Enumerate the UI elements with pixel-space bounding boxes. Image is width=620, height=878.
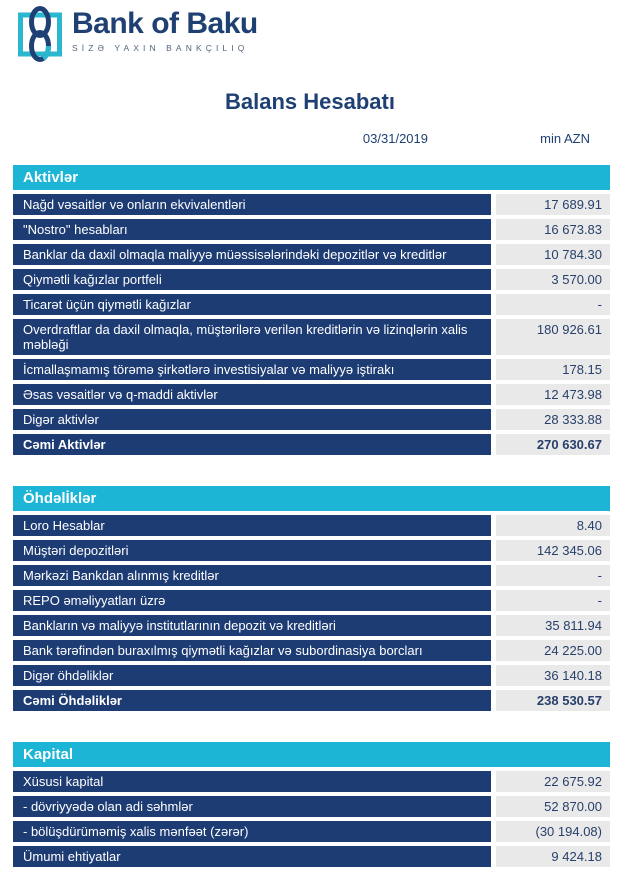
row-label: Digər aktivlər — [13, 409, 491, 430]
row-value: 238 530.57 — [496, 690, 610, 711]
row-label: Əsas vəsaitlər və q-maddi aktivlər — [13, 384, 491, 405]
row-value: 12 473.98 — [496, 384, 610, 405]
row-value: 52 870.00 — [496, 796, 610, 817]
table-row — [13, 319, 610, 355]
row-label: Digər öhdəliklər — [13, 665, 491, 686]
row-label: "Nostro" hesabları — [13, 219, 491, 240]
row-value: 35 811.94 — [496, 615, 610, 636]
table-row — [13, 821, 610, 842]
row-value: 9 424.18 — [496, 846, 610, 867]
row-label: Nağd vəsaitlər və onların ekvivalentləri — [13, 194, 491, 215]
table-row — [13, 269, 610, 290]
row-label: Cəmi Öhdəliklər — [13, 690, 491, 711]
report-meta — [0, 131, 620, 146]
row-label: - bölüşdürüməmiş xalis mənfəət (zərər) — [13, 821, 491, 842]
section-assets — [13, 165, 610, 455]
table-row — [13, 294, 610, 315]
table-row-total-assets — [13, 434, 610, 455]
row-label: - dövriyyədə olan adi səhmlər — [13, 796, 491, 817]
table-row — [13, 590, 610, 611]
section-capital — [13, 742, 610, 867]
row-label: REPO əməliyyatları üzrə — [13, 590, 491, 611]
table-row — [13, 796, 610, 817]
row-value: (30 194.08) — [496, 821, 610, 842]
section-header-liabilities: Öhdəlİklər — [13, 486, 610, 511]
row-value: 10 784.30 — [496, 244, 610, 265]
row-value: 8.40 — [496, 515, 610, 536]
row-label: Loro Hesablar — [13, 515, 491, 536]
currency-unit: min AZN — [540, 131, 590, 146]
row-label: Xüsusi kapital — [13, 771, 491, 792]
row-label: Bankların və maliyyə institutlarının depozit və kreditləri — [13, 615, 491, 636]
bank-logo-text — [72, 5, 258, 53]
table-row — [13, 194, 610, 215]
table-row — [13, 640, 610, 661]
table-row — [13, 384, 610, 405]
table-row-total-liabilities — [13, 690, 610, 711]
report-date: 03/31/2019 — [362, 131, 428, 146]
section-liabilities — [13, 486, 610, 711]
bank-logo-wordmark: Bank of Baku — [72, 7, 258, 40]
section-header-capital: Kapital — [13, 742, 610, 767]
table-row — [13, 615, 610, 636]
row-value: 270 630.67 — [496, 434, 610, 455]
bank-logo — [0, 0, 620, 62]
table-row — [13, 244, 610, 265]
table-row — [13, 409, 610, 430]
table-row — [13, 219, 610, 240]
row-label: Bank tərəfindən buraxılmış qiymətli kağızlar və subordinasiya borcları — [13, 640, 491, 661]
row-value: 16 673.83 — [496, 219, 610, 240]
row-label: Ümumi ehtiyatlar — [13, 846, 491, 867]
row-label: Ticarət üçün qiymətli kağızlar — [13, 294, 491, 315]
row-label: İcmallaşmamış törəmə şirkətlərə investisiyalar və maliyyə iştirakı — [13, 359, 491, 380]
row-label: Cəmi Aktivlər — [13, 434, 491, 455]
row-value: 22 675.92 — [496, 771, 610, 792]
row-label: Mərkəzi Bankdan alınmış kreditlər — [13, 565, 491, 586]
row-value: 17 689.91 — [496, 194, 610, 215]
row-label: Overdraftlar da daxil olmaqla, müştərilərə verilən kreditlərin və lizinqlərin xalis məbləği — [13, 319, 491, 355]
row-value: 142 345.06 — [496, 540, 610, 561]
section-header-assets: Aktivlər — [13, 165, 610, 190]
table-row — [13, 515, 610, 536]
table-row — [13, 565, 610, 586]
row-value: - — [496, 565, 610, 586]
row-value: 28 333.88 — [496, 409, 610, 430]
bank-logo-tagline: SİZƏ YAXIN BANKÇILIQ — [72, 43, 249, 53]
row-value: 24 225.00 — [496, 640, 610, 661]
table-row — [13, 846, 610, 867]
table-row — [13, 359, 610, 380]
row-value: 178.15 — [496, 359, 610, 380]
table-row — [13, 665, 610, 686]
row-value: - — [496, 294, 610, 315]
table-row — [13, 771, 610, 792]
row-label: Müştəri depozitləri — [13, 540, 491, 561]
row-value: 3 570.00 — [496, 269, 610, 290]
row-label: Qiymətli kağızlar portfeli — [13, 269, 491, 290]
bank-chain-icon — [17, 5, 63, 63]
row-value: 180 926.61 — [496, 319, 610, 355]
row-label: Banklar da daxil olmaqla maliyyə müəssisələrindəki depozitlər və kreditlər — [13, 244, 491, 265]
page-title: Balans Hesabatı — [225, 89, 395, 114]
row-value: 36 140.18 — [496, 665, 610, 686]
table-row — [13, 540, 610, 561]
row-value: - — [496, 590, 610, 611]
